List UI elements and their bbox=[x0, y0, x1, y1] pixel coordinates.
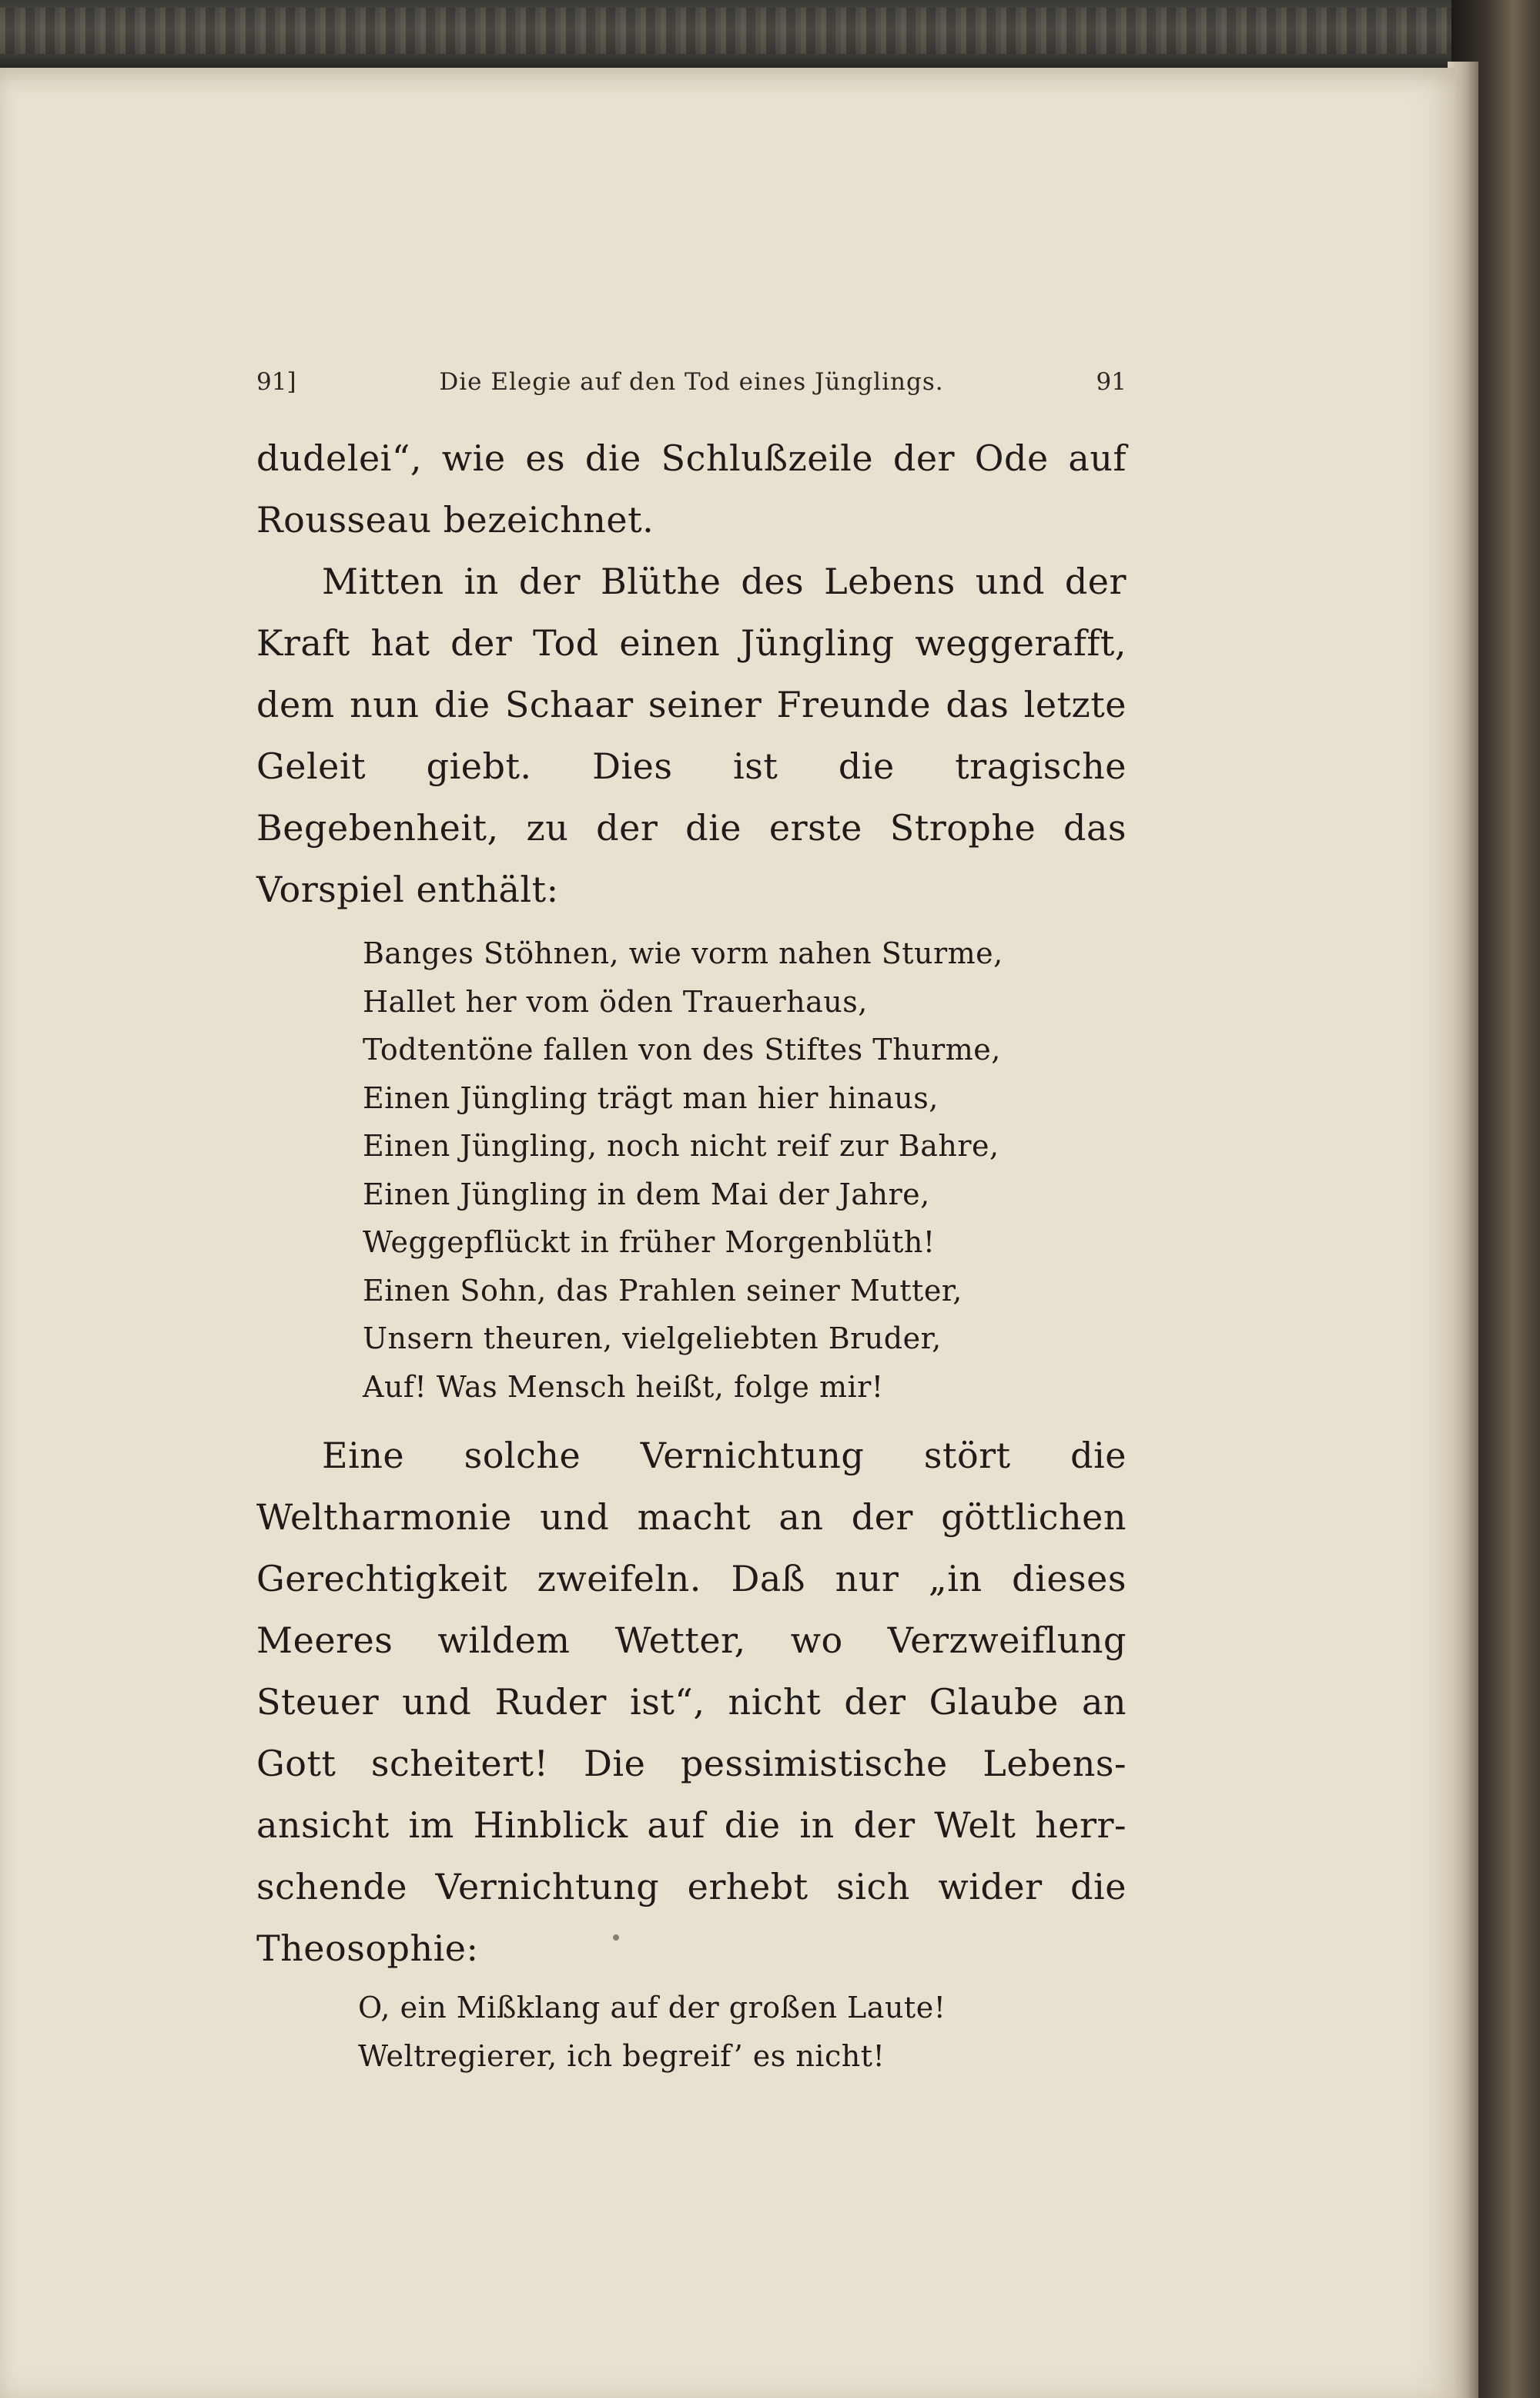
verse-line: Unsern theuren, vielgeliebten Bruder, bbox=[363, 1321, 942, 1355]
verse-block-2 bbox=[256, 1984, 1127, 2080]
verse-line: Todtentöne fallen von des Stiftes Thurme, bbox=[363, 1033, 1001, 1067]
verse-line: Einen Jüngling, noch nicht reif zur Bahre, bbox=[363, 1129, 999, 1163]
verse-line: O, ein Mißklang auf der großen Laute! bbox=[358, 1991, 946, 2025]
paragraph-3: Eine solche Vernichtung stört die Weltharmonie und macht an der göttlichen Gerechtigkeit zweifeln. Daß nur „in dieses Meeres wildem Wetter, wo Verzweiflung Steuer und Ruder ist“, nicht der Glaube an Gott scheitert! Die pessimistische Lebens-ansicht im Hinblick auf die in der Welt herr-schende Vernichtung erhebt sich wider die Theosophie: bbox=[256, 1435, 1127, 1969]
verse-line: Einen Sohn, das Prahlen seiner Mutter, bbox=[363, 1273, 962, 1308]
running-title: Die Elegie auf den Tod eines Jünglings. bbox=[439, 368, 944, 396]
paragraph-1: dudelei“, wie es die Schlußzeile der Ode auf Rousseau bezeichnet. bbox=[256, 437, 1127, 541]
page-number: 91 bbox=[1096, 368, 1127, 396]
verse-line: Hallet her vom öden Trauerhaus, bbox=[363, 984, 868, 1019]
verse-block-1 bbox=[256, 929, 1127, 1411]
verse-line: Einen Jüngling trägt man hier hinaus, bbox=[363, 1080, 939, 1115]
verse-line: Einen Jüngling in dem Mai der Jahre, bbox=[363, 1177, 930, 1211]
paragraph-2: Mitten in der Blüthe des Lebens und der Kraft hat der Tod einen Jüngling weggerafft, dem nun die Schaar seiner Freunde das letzte Geleit giebt. Dies ist die tragische Begebenheit, zu der die erste Strophe das Vorspiel enthält: bbox=[256, 561, 1127, 910]
verse-line: Weggepflückt in früher Morgenblüth! bbox=[363, 1225, 936, 1259]
verse-line: Auf! Was Mensch heißt, folge mir! bbox=[363, 1369, 884, 1404]
page-header bbox=[256, 362, 1127, 400]
book-cover-top bbox=[0, 0, 1540, 73]
verse-line: Weltregierer, ich begreif’ es nicht! bbox=[358, 2038, 886, 2073]
ink-dot bbox=[613, 1934, 619, 1941]
verse-line: Banges Stöhnen, wie vorm nahen Sturme, bbox=[363, 936, 1003, 970]
body-text bbox=[256, 427, 1127, 2094]
header-line-number: 91] bbox=[256, 368, 296, 396]
